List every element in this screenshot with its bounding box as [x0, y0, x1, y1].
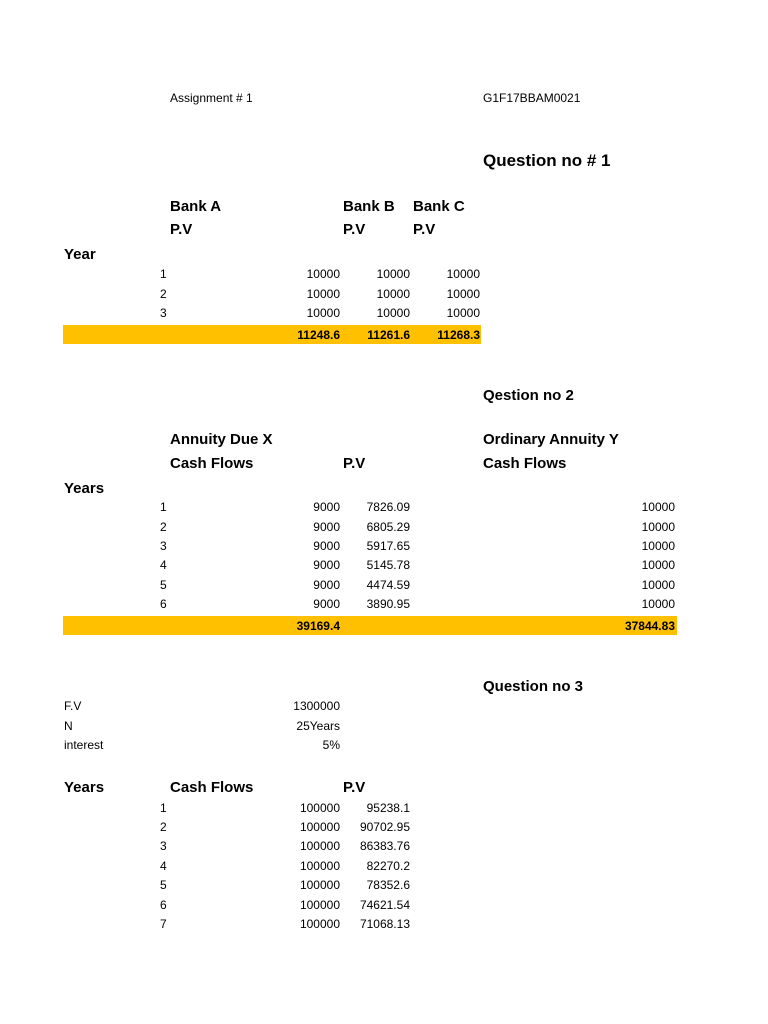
q3-cf-cell: 100000 — [299, 917, 340, 931]
q3-pv-cell: 82270.2 — [366, 859, 410, 873]
q3-fv-label: F.V — [64, 699, 82, 713]
q1-year-label: Year — [64, 246, 96, 263]
q3-pv-head: P.V — [343, 779, 366, 796]
q3-cash-flows-head: Cash Flows — [170, 779, 254, 796]
q2-y-cf-cell: 10000 — [641, 500, 675, 514]
q3-year-cell: 2 — [160, 820, 167, 834]
q1-title: Question no # 1 — [483, 151, 611, 170]
q2-pv-cell: 6805.29 — [366, 520, 410, 534]
q2-cf-cell: 9000 — [313, 597, 340, 611]
q3-cf-cell: 100000 — [299, 898, 340, 912]
q2-year-cell: 1 — [160, 500, 167, 514]
q1-year-cell: 3 — [160, 306, 167, 320]
q1-year-cell: 1 — [160, 267, 167, 281]
q3-cf-cell: 100000 — [299, 820, 340, 834]
q3-pv-cell: 71068.13 — [359, 917, 410, 931]
q2-pv-cell: 5917.65 — [366, 539, 410, 553]
q3-cf-cell: 100000 — [299, 839, 340, 853]
q3-pv-cell: 90702.95 — [359, 820, 410, 834]
q1-bank-a-cell: 10000 — [306, 267, 340, 281]
q2-title: Qestion no 2 — [483, 387, 574, 404]
q2-right-cash-flows-head: Cash Flows — [483, 455, 567, 472]
q2-year-cell: 2 — [160, 520, 167, 534]
assignment-label: Assignment # 1 — [170, 91, 253, 105]
q2-pv-head: P.V — [343, 455, 366, 472]
q2-year-cell: 4 — [160, 558, 167, 572]
q1-bank-b-head: Bank B — [343, 198, 395, 215]
q1-bank-b-cell: 10000 — [376, 267, 410, 281]
q2-y-cf-cell: 10000 — [641, 578, 675, 592]
q2-y-cf-cell: 10000 — [641, 539, 675, 553]
q2-y-cf-cell: 10000 — [641, 520, 675, 534]
q3-pv-cell: 95238.1 — [366, 801, 410, 815]
q2-total-x: 39169.4 — [296, 619, 340, 633]
q2-total-y: 37844.83 — [624, 619, 675, 633]
q3-year-cell: 1 — [160, 801, 167, 815]
q3-cf-cell: 100000 — [299, 859, 340, 873]
q3-pv-cell: 78352.6 — [366, 878, 410, 892]
q2-pv-cell: 3890.95 — [366, 597, 410, 611]
q2-cf-cell: 9000 — [313, 539, 340, 553]
q2-pv-cell: 7826.09 — [366, 500, 410, 514]
q1-bank-c-cell: 10000 — [446, 287, 480, 301]
q1-total-a: 11248.6 — [297, 328, 340, 342]
q3-year-cell: 4 — [160, 859, 167, 873]
q1-bank-c-head: Bank C — [413, 198, 465, 215]
q1-pv-a-head: P.V — [170, 221, 193, 238]
q1-bank-c-cell: 10000 — [446, 267, 480, 281]
q1-year-cell: 2 — [160, 287, 167, 301]
q1-total-b: 11261.6 — [367, 328, 410, 342]
q3-pv-cell: 74621.54 — [359, 898, 410, 912]
q3-fv-value: 1300000 — [293, 699, 340, 713]
q1-bank-b-cell: 10000 — [376, 306, 410, 320]
q3-cf-cell: 100000 — [299, 878, 340, 892]
q3-cf-cell: 100000 — [299, 801, 340, 815]
q1-bank-b-cell: 10000 — [376, 287, 410, 301]
q3-interest-label: interest — [64, 738, 104, 752]
q3-year-cell: 3 — [160, 839, 167, 853]
q2-cf-cell: 9000 — [313, 520, 340, 534]
q3-n-value: 25Years — [296, 719, 340, 733]
q2-cf-cell: 9000 — [313, 558, 340, 572]
q2-annuity-due-title: Annuity Due X — [170, 431, 273, 448]
q3-interest-value: 5% — [322, 738, 340, 752]
q2-cash-flows-head: Cash Flows — [170, 455, 254, 472]
q2-ordinary-annuity-title: Ordinary Annuity Y — [483, 431, 619, 448]
q2-cf-cell: 9000 — [313, 578, 340, 592]
q2-y-cf-cell: 10000 — [641, 558, 675, 572]
q3-pv-cell: 86383.76 — [359, 839, 410, 853]
q2-y-cf-cell: 10000 — [641, 597, 675, 611]
q2-pv-cell: 4474.59 — [366, 578, 410, 592]
q1-bank-a-head: Bank A — [170, 198, 222, 215]
q1-bank-c-cell: 10000 — [446, 306, 480, 320]
q1-bank-a-cell: 10000 — [306, 287, 340, 301]
q1-total-c: 11268.3 — [437, 328, 480, 342]
q3-title: Question no 3 — [483, 678, 584, 695]
q2-cf-cell: 9000 — [313, 500, 340, 514]
q2-year-cell: 5 — [160, 578, 167, 592]
q3-year-cell: 5 — [160, 878, 167, 892]
student-id: G1F17BBAM0021 — [483, 91, 581, 105]
q2-year-cell: 6 — [160, 597, 167, 611]
q1-pv-b-head: P.V — [343, 221, 366, 238]
q3-year-cell: 6 — [160, 898, 167, 912]
q3-years-head: Years — [64, 779, 105, 796]
q1-pv-c-head: P.V — [413, 221, 436, 238]
q2-year-cell: 3 — [160, 539, 167, 553]
q1-bank-a-cell: 10000 — [306, 306, 340, 320]
q2-pv-cell: 5145.78 — [366, 558, 410, 572]
q3-n-label: N — [64, 719, 73, 733]
q3-year-cell: 7 — [160, 917, 167, 931]
q2-years-label: Years — [64, 480, 105, 497]
